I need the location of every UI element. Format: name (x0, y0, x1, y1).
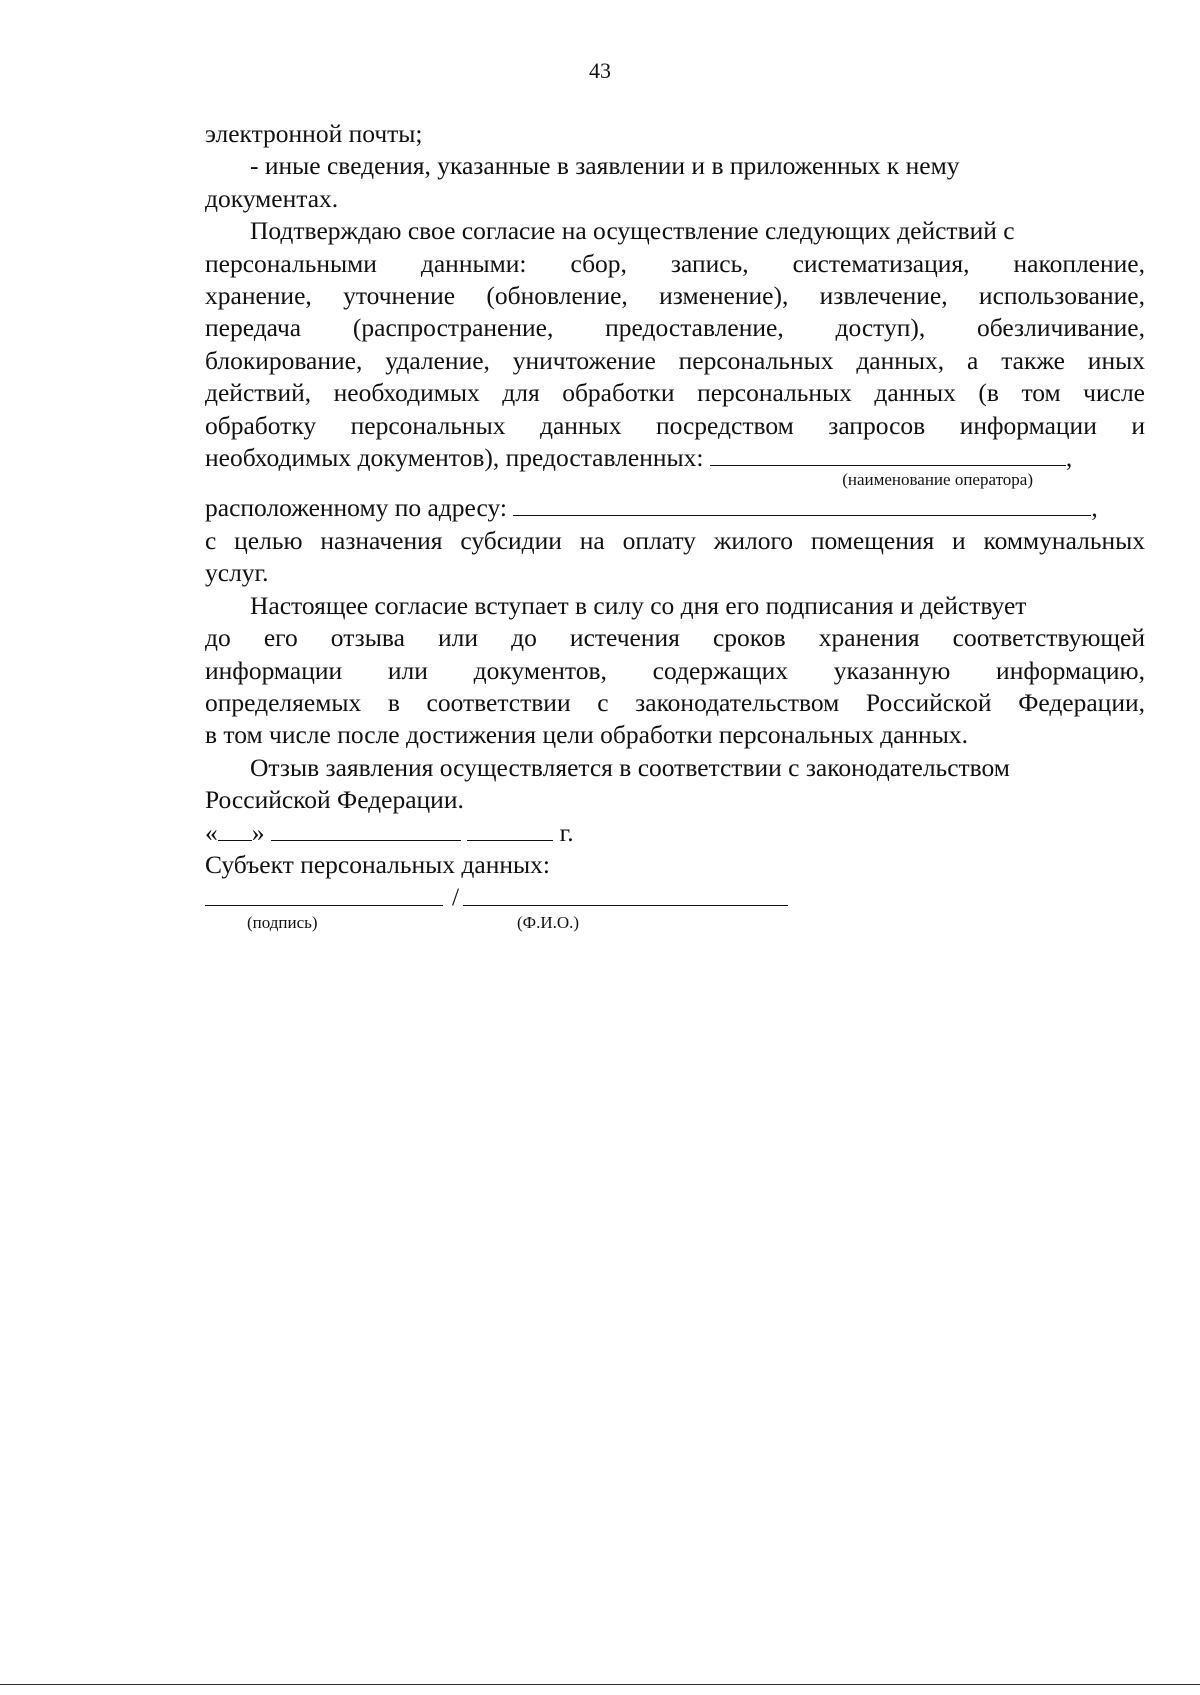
subject-label: Субъект персональных данных: (205, 849, 550, 879)
date-year-suffix: г. (559, 817, 574, 847)
date-year-field[interactable] (467, 818, 553, 841)
text-line: - иные сведения, указанные в заявлении и в приложенных к нему (250, 151, 960, 181)
comma: , (1091, 493, 1098, 523)
signature-captions (205, 915, 1145, 937)
address-line (205, 492, 1145, 524)
fio-caption: (Ф.И.О.) (517, 913, 580, 933)
signature-field[interactable] (205, 905, 443, 906)
address-label: расположенному по адресу: (205, 493, 507, 523)
text-line: действий, необходимых для обработки персональных данных (в том числе (205, 378, 1145, 408)
text-line: услуг. (205, 558, 269, 588)
date-day-field[interactable] (218, 818, 252, 841)
text-line: передача (распространение, предоставление, доступ), обезличивание, (205, 313, 1145, 343)
text-line: информации или документов, содержащих указанную информацию, (205, 655, 1145, 685)
operator-field[interactable] (710, 443, 1066, 466)
text-line: персональными данными: сбор, запись, систематизация, накопление, (205, 248, 1145, 278)
text-line: с целью назначения субсидии на оплату жилого помещения и коммунальных (205, 525, 1145, 555)
operator-caption: (наименование оператора) (842, 470, 1033, 490)
date-line (205, 817, 1145, 849)
text-line: хранение, уточнение (обновление, изменение), извлечение, использование, (205, 281, 1145, 311)
fio-field[interactable] (463, 905, 788, 906)
revocation-paragraph-start: Отзыв заявления осуществляется в соответствии с законодательством (250, 752, 1010, 782)
operator-label: необходимых документов), предоставленных: (205, 443, 704, 473)
date-quote-open: « (205, 817, 218, 847)
address-field[interactable] (513, 493, 1091, 516)
text-line: документах. (205, 183, 339, 213)
validity-paragraph-start: Настоящее согласие вступает в силу со дня его подписания и действует (250, 590, 1027, 620)
date-quote-close: » (251, 817, 265, 847)
page-number: 43 (589, 58, 611, 83)
page-edge-line (0, 1684, 1200, 1685)
comma: , (1065, 443, 1073, 473)
signature-row (205, 881, 1145, 915)
text-line: в том числе после достижения цели обработки персональных данных. (205, 720, 968, 750)
signature-separator: / (452, 882, 460, 912)
text-line: обработку персональных данных посредством запросов информации и (205, 410, 1145, 440)
signature-caption: (подпись) (247, 913, 318, 933)
text-line: Российской Федерации. (205, 785, 464, 815)
date-month-field[interactable] (271, 818, 461, 841)
consent-paragraph-start: Подтверждаю свое согласие на осуществление следующих действий с (250, 216, 1015, 246)
text-line: блокирование, удаление, уничтожение персональных данных, а также иных (205, 345, 1145, 375)
text-line: до его отзыва или до истечения сроков хранения соответствующей (205, 623, 1145, 653)
document-body (205, 118, 1145, 937)
text-line: определяемых в соответствии с законодательством Российской Федерации, (205, 687, 1145, 717)
text-line: электронной почты; (205, 119, 423, 148)
